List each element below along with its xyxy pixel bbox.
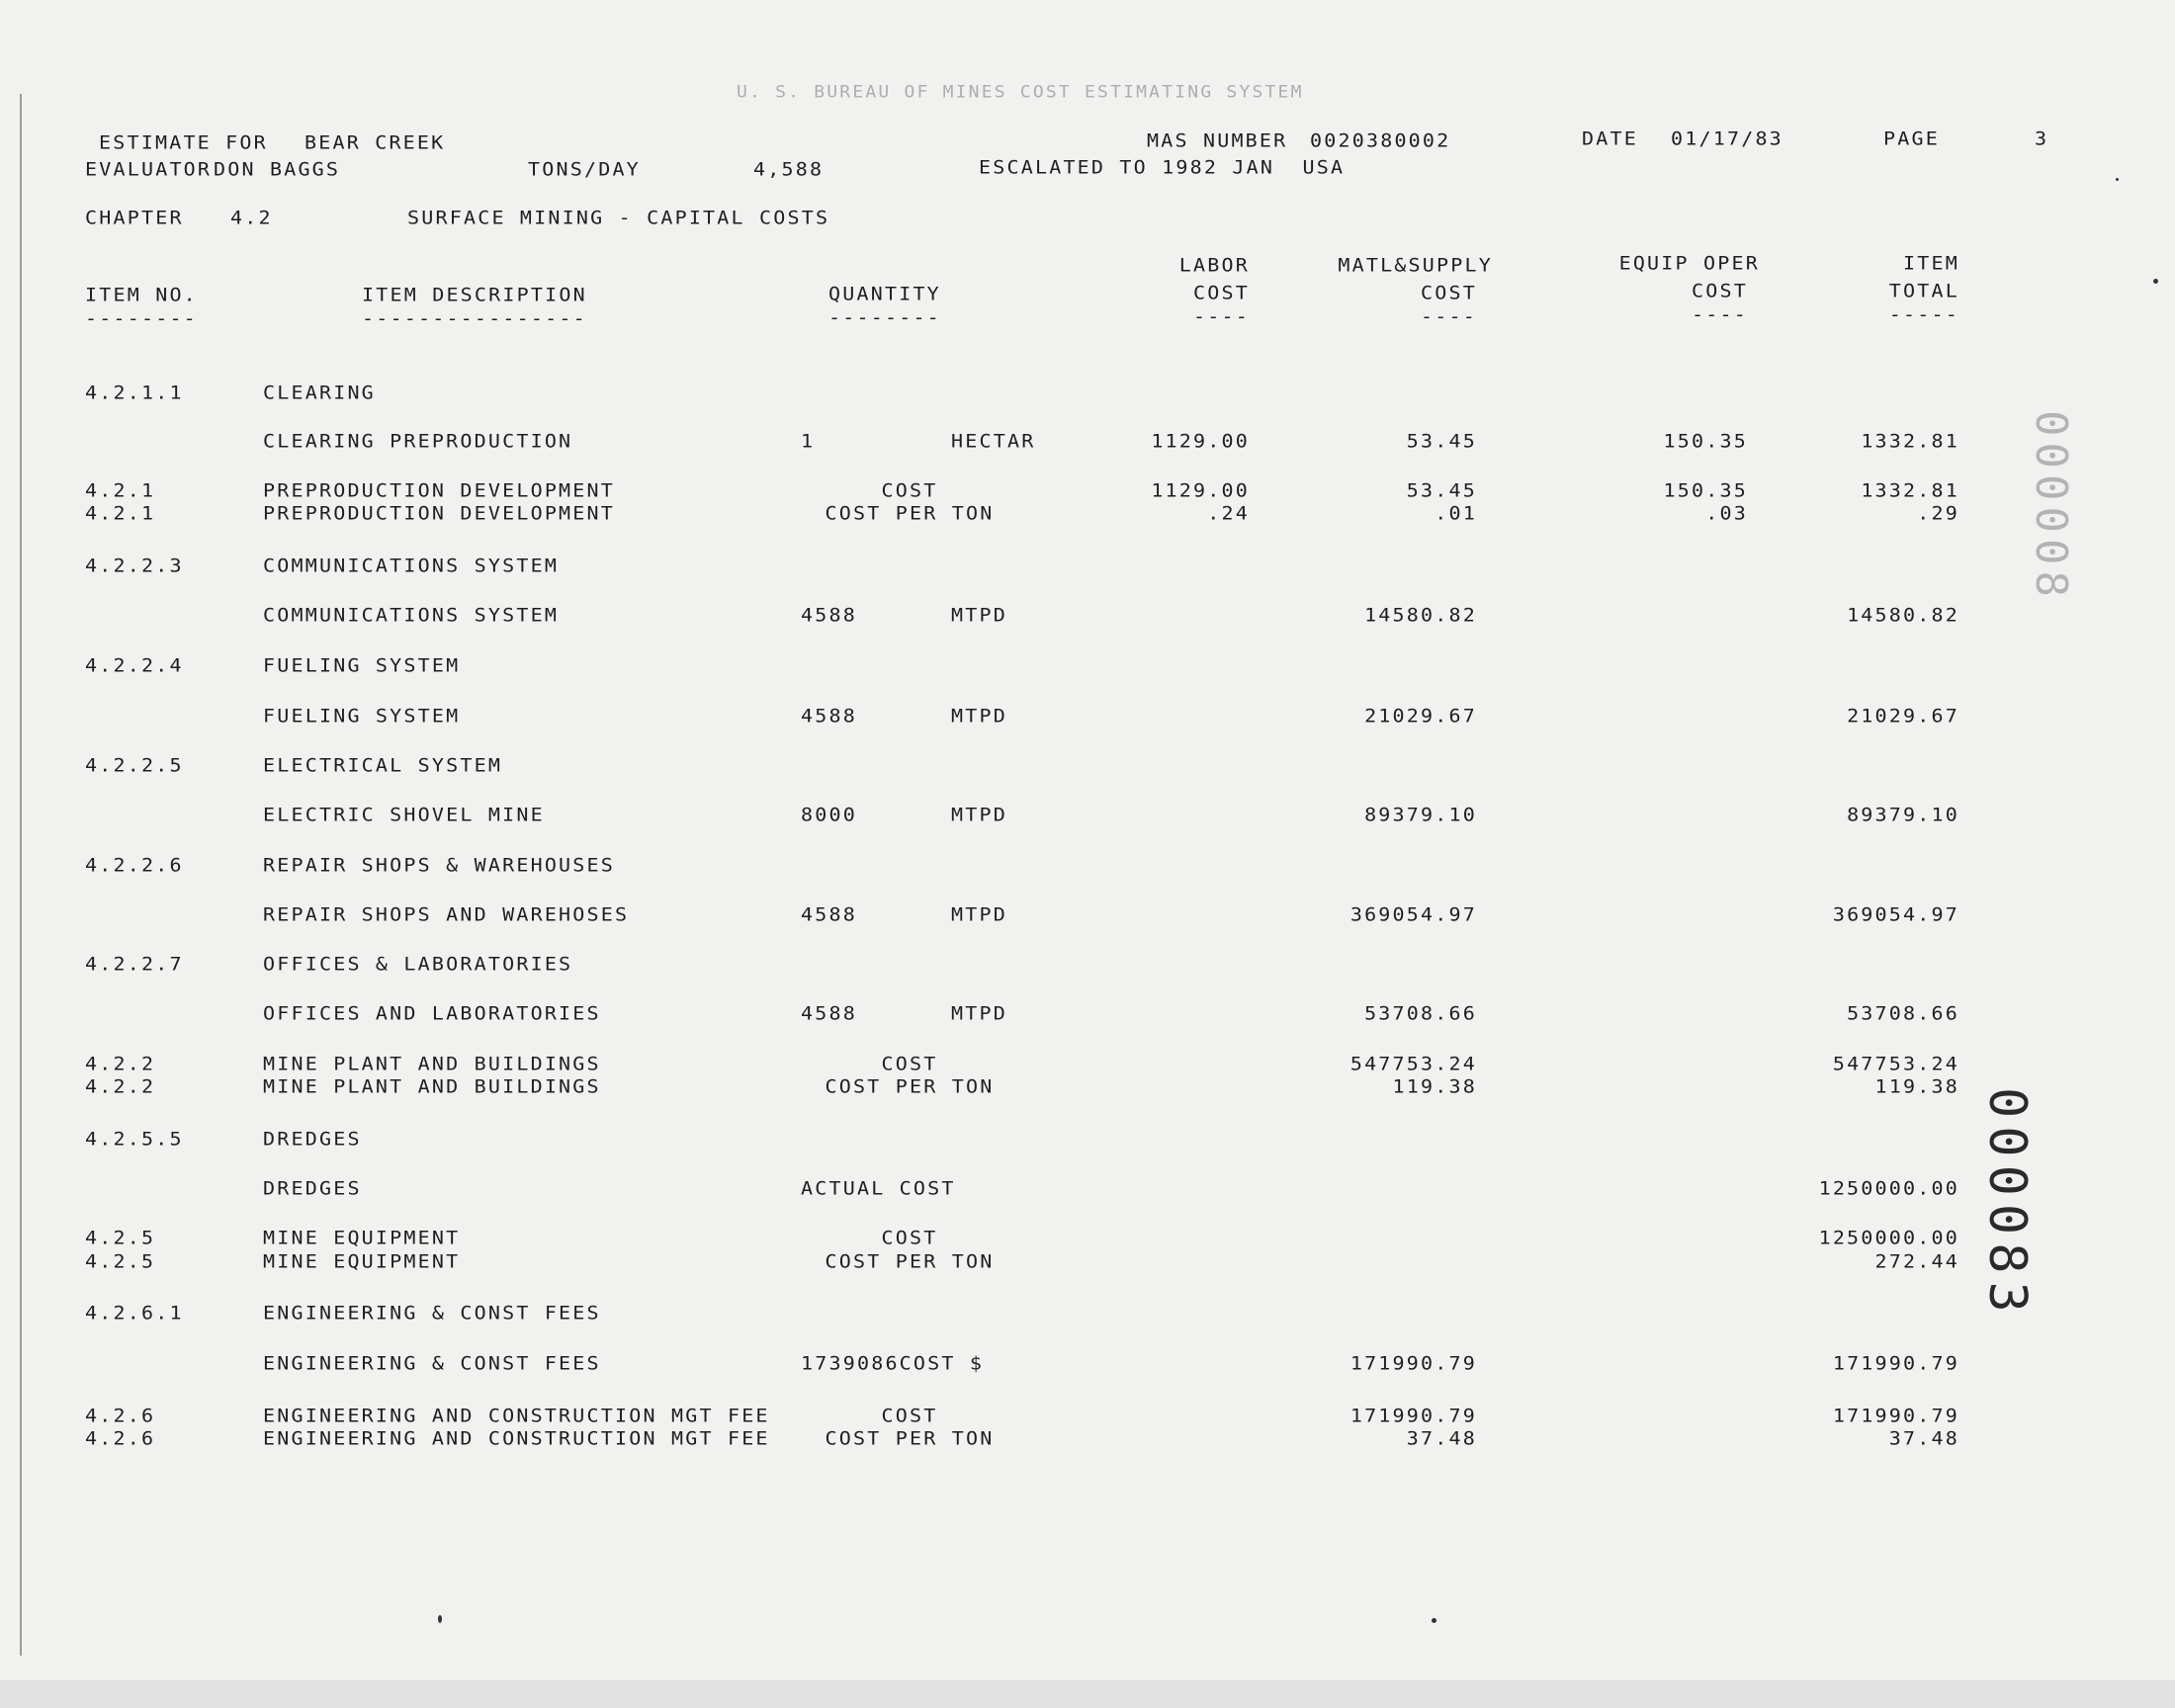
col-matl-line1: MATL&SUPPLY: [1338, 253, 1493, 277]
row-quantity: 8000: [801, 803, 857, 826]
col-item-description: ITEM DESCRIPTION: [362, 283, 587, 306]
row-total-cost: 21029.67: [1847, 704, 1959, 727]
row-unit: HECTAR: [951, 429, 1036, 453]
row-item-number: 4.2.1: [85, 501, 156, 525]
row-item-number: 4.2.2: [85, 1074, 156, 1098]
row-total-cost: 171990.79: [1832, 1404, 1959, 1427]
date-value: 01/17/83: [1671, 127, 1784, 150]
row-item-description: DREDGES: [263, 1127, 362, 1151]
row-item-description: MINE EQUIPMENT: [263, 1249, 461, 1273]
row-total-cost: 1250000.00: [1818, 1176, 1959, 1200]
tons-day-label: TONS/DAY: [528, 157, 641, 181]
col-total-line1: ITEM: [1903, 251, 1959, 275]
scan-mark: [438, 1615, 442, 1623]
row-item-description: CLEARING PREPRODUCTION: [263, 429, 573, 453]
row-matl-cost: 37.48: [1406, 1426, 1477, 1450]
row-equip-cost: .03: [1705, 501, 1748, 525]
row-item-number: 4.2.2.5: [85, 753, 184, 777]
col-total-line2: TOTAL: [1888, 279, 1959, 302]
row-total-cost: 89379.10: [1847, 803, 1959, 826]
row-item-number: 4.2.5: [85, 1226, 156, 1249]
row-quantity: 4588: [801, 902, 857, 926]
row-item-description: OFFICES AND LABORATORIES: [263, 1001, 601, 1025]
row-quantity: 4588: [801, 704, 857, 727]
row-item-description: MINE PLANT AND BUILDINGS: [263, 1052, 601, 1075]
row-matl-cost: 21029.67: [1364, 704, 1477, 727]
row-item-description: DREDGES: [263, 1176, 362, 1200]
mas-number-label: MAS NUMBER: [1147, 128, 1288, 152]
row-item-description: CLEARING: [263, 381, 376, 404]
row-cost-basis: COST: [881, 1052, 938, 1075]
row-total-cost: 171990.79: [1832, 1351, 1959, 1375]
row-matl-cost: 547753.24: [1349, 1052, 1477, 1075]
row-item-description: OFFICES & LABORATORIES: [263, 952, 573, 976]
col-matl-underline: ----: [1421, 304, 1477, 328]
row-item-number: 4.2.6: [85, 1404, 156, 1427]
row-total-cost: 53708.66: [1847, 1001, 1959, 1025]
row-quantity: 4588: [801, 1001, 857, 1025]
row-cost-basis: COST PER TON: [825, 1249, 995, 1273]
row-item-description: PREPRODUCTION DEVELOPMENT: [263, 478, 616, 502]
evaluator-value: DON BAGGS: [214, 157, 341, 181]
row-equip-cost: 150.35: [1663, 429, 1748, 453]
row-quantity: 4588: [801, 603, 857, 627]
row-total-cost: .29: [1917, 501, 1959, 525]
row-item-description: ENGINEERING & CONST FEES: [263, 1301, 601, 1324]
row-matl-cost: 53.45: [1406, 429, 1477, 453]
row-quantity: ACTUAL COST: [801, 1176, 956, 1200]
estimate-for-value: BEAR CREEK: [304, 130, 446, 154]
col-total-underline: -----: [1888, 302, 1959, 326]
row-item-description: ENGINEERING AND CONSTRUCTION MGT FEE: [263, 1404, 770, 1427]
col-labor-line1: LABOR: [1178, 253, 1250, 277]
chapter-label: CHAPTER: [85, 206, 184, 229]
row-unit: MTPD: [951, 902, 1007, 926]
row-matl-cost: .01: [1435, 501, 1477, 525]
row-item-number: 4.2.2: [85, 1052, 156, 1075]
scan-mark: [2116, 178, 2119, 181]
row-item-description: FUELING SYSTEM: [263, 704, 461, 727]
row-item-description: ENGINEERING AND CONSTRUCTION MGT FEE: [263, 1426, 770, 1450]
row-total-cost: 1250000.00: [1818, 1226, 1959, 1249]
row-unit: MTPD: [951, 704, 1007, 727]
row-labor-cost: 1129.00: [1151, 429, 1250, 453]
col-equip-underline: ----: [1692, 302, 1748, 326]
row-unit: MTPD: [951, 1001, 1007, 1025]
row-labor-cost: 1129.00: [1151, 478, 1250, 502]
report-title: U. S. BUREAU OF MINES COST ESTIMATING SYSTEM: [737, 82, 1304, 103]
row-matl-cost: 14580.82: [1364, 603, 1477, 627]
page-number: 3: [2035, 127, 2049, 150]
row-item-description: MINE EQUIPMENT: [263, 1226, 461, 1249]
col-matl-line2: COST: [1421, 281, 1477, 304]
row-item-number: 4.2.2.6: [85, 853, 184, 877]
row-matl-cost: 119.38: [1392, 1074, 1477, 1098]
row-item-number: 4.2.2.7: [85, 952, 184, 976]
row-matl-cost: 369054.97: [1349, 902, 1477, 926]
row-item-description: COMMUNICATIONS SYSTEM: [263, 603, 560, 627]
faint-stamp-number: 000008: [2026, 410, 2076, 603]
row-item-description: REPAIR SHOPS & WAREHOUSES: [263, 853, 616, 877]
row-labor-cost: .24: [1207, 501, 1250, 525]
row-cost-basis: COST PER TON: [825, 1426, 995, 1450]
row-total-cost: 119.38: [1874, 1074, 1959, 1098]
tons-day-value: 4,588: [753, 157, 825, 181]
row-item-number: 4.2.2.3: [85, 554, 184, 577]
row-total-cost: 547753.24: [1832, 1052, 1959, 1075]
row-matl-cost: 89379.10: [1364, 803, 1477, 826]
row-cost-basis: COST: [881, 478, 938, 502]
row-item-description: MINE PLANT AND BUILDINGS: [263, 1074, 601, 1098]
scan-mark: [1432, 1618, 1436, 1623]
row-total-cost: 14580.82: [1847, 603, 1959, 627]
row-total-cost: 369054.97: [1832, 902, 1959, 926]
row-cost-basis: COST PER TON: [825, 501, 995, 525]
chapter-number: 4.2: [230, 206, 273, 229]
row-unit: MTPD: [951, 603, 1007, 627]
row-item-description: ENGINEERING & CONST FEES: [263, 1351, 601, 1375]
col-item-no: ITEM NO.: [85, 283, 198, 306]
page-label: PAGE: [1883, 127, 1940, 150]
row-item-number: 4.2.5.5: [85, 1127, 184, 1151]
col-desc-underline: ----------------: [362, 306, 587, 330]
col-equip-line1: EQUIP OPER: [1618, 251, 1760, 275]
col-qty-underline: --------: [828, 305, 941, 329]
estimate-for-label: ESTIMATE FOR: [99, 130, 268, 154]
col-item-no-underline: --------: [85, 306, 198, 330]
row-total-cost: 272.44: [1874, 1249, 1959, 1273]
date-label: DATE: [1582, 127, 1638, 150]
col-equip-line2: COST: [1692, 279, 1748, 302]
row-item-number: 4.2.6: [85, 1426, 156, 1450]
row-cost-basis: COST: [881, 1226, 938, 1249]
chapter-title: SURFACE MINING - CAPITAL COSTS: [407, 206, 830, 229]
row-total-cost: 1332.81: [1861, 478, 1959, 502]
mas-number-value: 0020380002: [1310, 128, 1451, 152]
row-item-number: 4.2.2.4: [85, 653, 184, 677]
row-item-description: PREPRODUCTION DEVELOPMENT: [263, 501, 616, 525]
row-item-number: 4.2.1.1: [85, 381, 184, 404]
row-quantity: 1739086COST $: [801, 1351, 985, 1375]
row-cost-basis: COST: [881, 1404, 938, 1427]
row-quantity: 1: [801, 429, 816, 453]
row-total-cost: 37.48: [1888, 1426, 1959, 1450]
row-item-description: ELECTRICAL SYSTEM: [263, 753, 503, 777]
col-labor-underline: ----: [1193, 304, 1250, 328]
escalation-note: ESCALATED TO 1982 JAN USA: [979, 155, 1346, 179]
row-unit: MTPD: [951, 803, 1007, 826]
row-matl-cost: 53708.66: [1364, 1001, 1477, 1025]
row-matl-cost: 171990.79: [1349, 1404, 1477, 1427]
row-matl-cost: 171990.79: [1349, 1351, 1477, 1375]
row-cost-basis: COST PER TON: [825, 1074, 995, 1098]
col-quantity: QUANTITY: [828, 282, 941, 305]
evaluator-label: EVALUATOR: [85, 157, 213, 181]
row-item-number: 4.2.5: [85, 1249, 156, 1273]
scan-mark: [2153, 279, 2158, 284]
page-stamp-number: 000083: [1977, 1087, 2037, 1321]
row-total-cost: 1332.81: [1861, 429, 1959, 453]
row-item-number: 4.2.1: [85, 478, 156, 502]
row-item-description: FUELING SYSTEM: [263, 653, 461, 677]
col-labor-line2: COST: [1193, 281, 1250, 304]
row-equip-cost: 150.35: [1663, 478, 1748, 502]
row-item-description: ELECTRIC SHOVEL MINE: [263, 803, 545, 826]
row-item-description: COMMUNICATIONS SYSTEM: [263, 554, 560, 577]
row-matl-cost: 53.45: [1406, 478, 1477, 502]
row-item-number: 4.2.6.1: [85, 1301, 184, 1324]
page-bottom-edge: [0, 1680, 2175, 1708]
binding-margin-line: [20, 94, 22, 1656]
row-item-description: REPAIR SHOPS AND WAREHOSES: [263, 902, 630, 926]
